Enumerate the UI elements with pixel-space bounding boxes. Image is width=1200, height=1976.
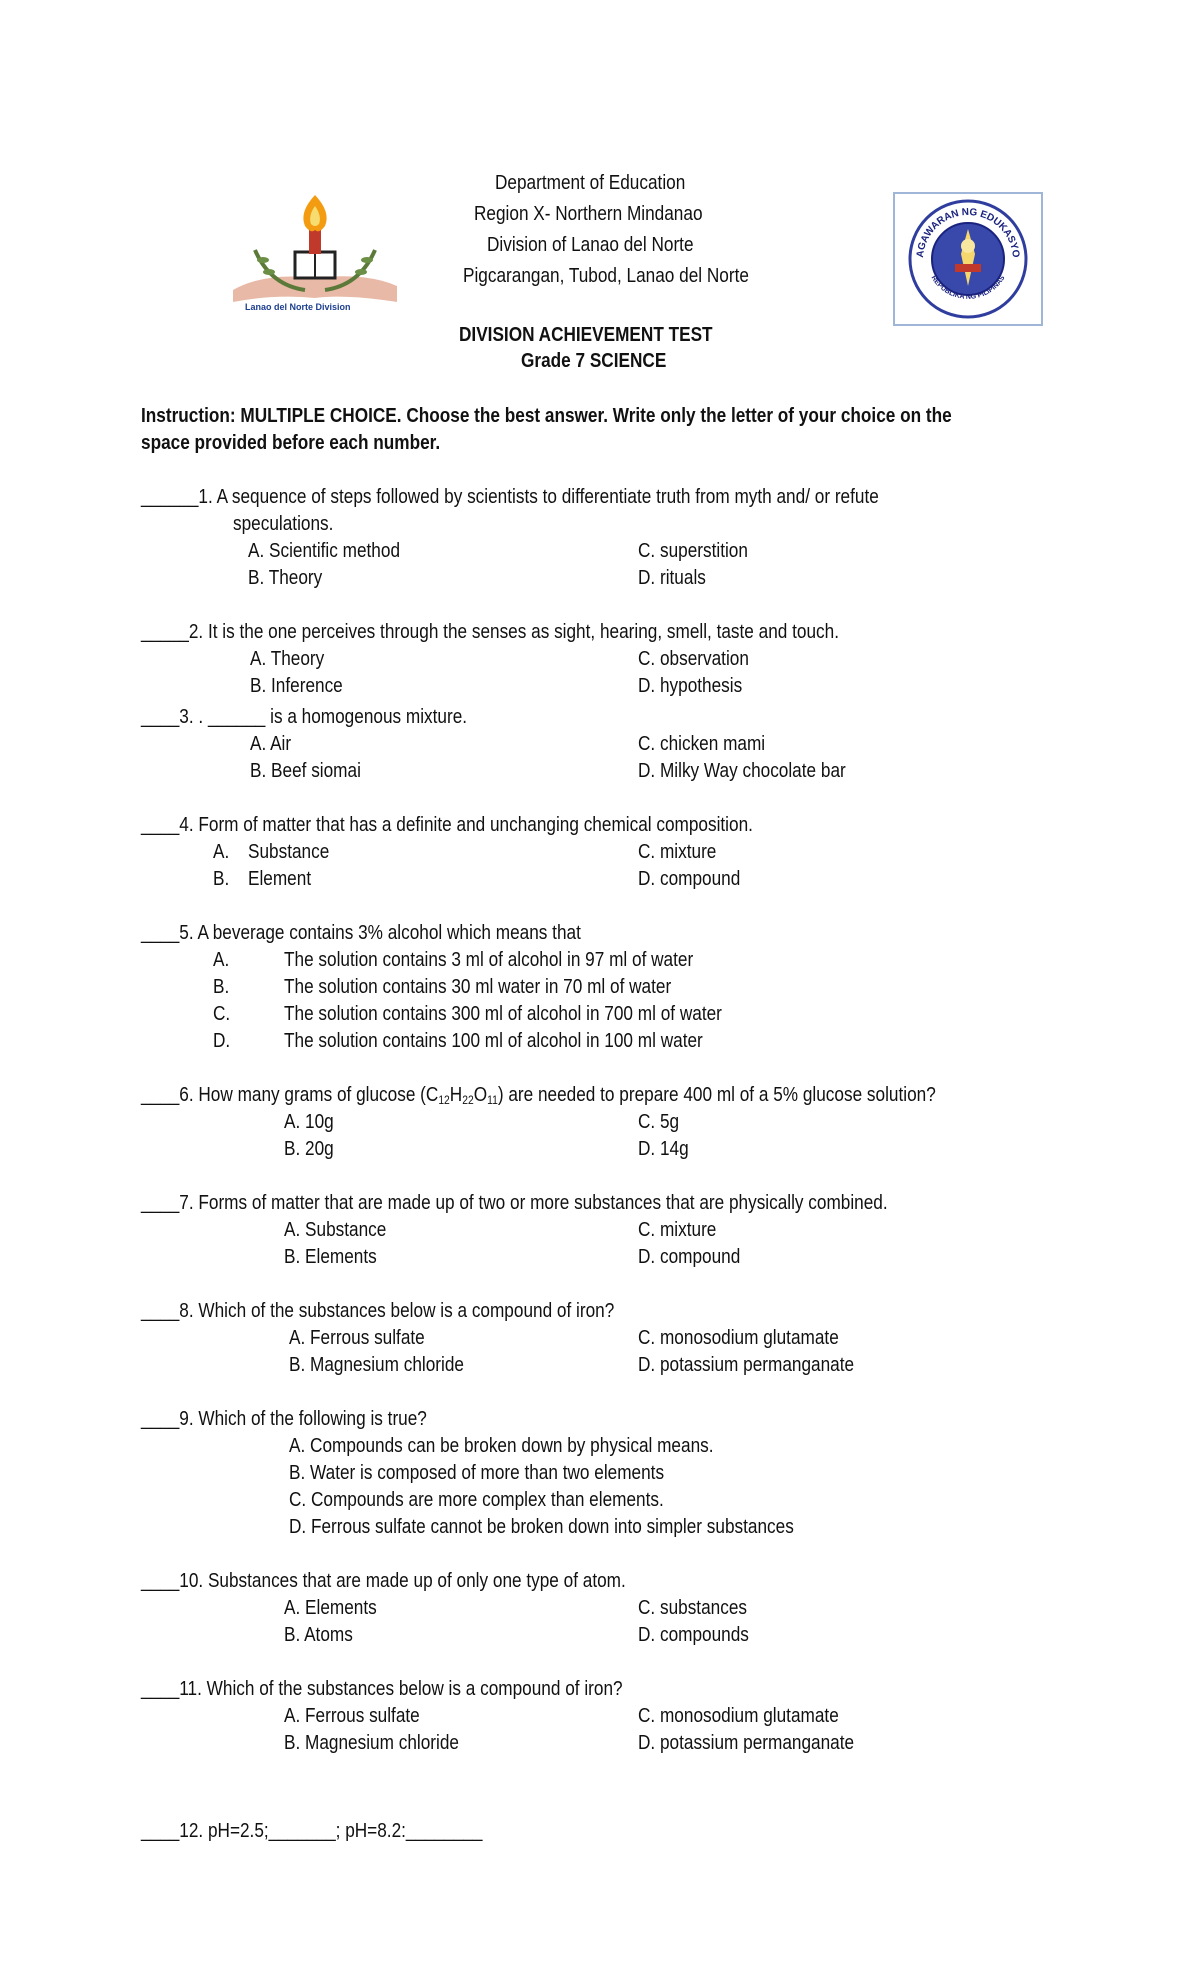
question-4-option-b-letter: B.	[213, 868, 230, 890]
carbon-subscript: 12	[438, 1093, 450, 1107]
question-9-option-c: C. Compounds are more complex than elements.	[289, 1489, 664, 1511]
question-11-option-d: D. potassium permanganate	[638, 1732, 855, 1754]
question-5-option-a: The solution contains 3 ml of alcohol in 97 ml of water	[284, 949, 694, 971]
question-5-option-c: The solution contains 300 ml of alcohol in 700 ml of water	[284, 1003, 722, 1025]
test-title: DIVISION ACHIEVEMENT TEST	[459, 324, 713, 346]
hydrogen-symbol: H	[449, 1084, 463, 1106]
question-6-option-d: D. 14g	[638, 1138, 689, 1160]
question-5-option-d-letter: D.	[213, 1030, 231, 1052]
seal-bottom-text: REPUBLIKA NG PILIPINAS	[929, 274, 1007, 301]
question-1-option-a: A. Scientific method	[248, 540, 401, 562]
question-3-stem: ____3. . ______ is a homogenous mixture.	[141, 706, 468, 728]
question-3-option-a: A. Air	[250, 733, 292, 755]
question-4-option-b: Element	[248, 868, 312, 890]
question-9-stem: ____9. Which of the following is true?	[141, 1408, 427, 1430]
question-6-stem	[141, 1082, 936, 1108]
question-6-option-b: B. 20g	[284, 1138, 334, 1160]
question-8-stem: ____8. Which of the substances below is a compound of iron?	[141, 1300, 615, 1322]
question-9-option-d: D. Ferrous sulfate cannot be broken down into simpler substances	[289, 1516, 794, 1538]
grade-subject: Grade 7 SCIENCE	[521, 350, 667, 372]
question-3-option-b: B. Beef siomai	[250, 760, 361, 782]
question-5-option-a-letter: A.	[213, 949, 230, 971]
question-10-stem: ____10. Substances that are made up of only one type of atom.	[141, 1570, 626, 1592]
question-10-option-c: C. substances	[638, 1597, 747, 1619]
question-7-option-d: D. compound	[638, 1246, 741, 1268]
question-10-option-d: D. compounds	[638, 1624, 749, 1646]
question-11-option-c: C. monosodium glutamate	[638, 1705, 839, 1727]
question-6-option-a: A. 10g	[284, 1111, 334, 1133]
header-department: Department of Education	[495, 172, 686, 194]
question-11-option-a: A. Ferrous sulfate	[284, 1705, 420, 1727]
question-5-stem: ____5. A beverage contains 3% alcohol which means that	[141, 922, 581, 944]
question-1-option-b: B. Theory	[248, 567, 323, 589]
question-7-option-a: A. Substance	[284, 1219, 387, 1241]
question-11-stem: ____11. Which of the substances below is a compound of iron?	[141, 1678, 623, 1700]
header-address: Pigcarangan, Tubod, Lanao del Norte	[463, 265, 749, 287]
question-8-option-d: D. potassium permanganate	[638, 1354, 855, 1376]
division-logo-caption: Lanao del Norte Division	[245, 302, 351, 312]
question-2-option-b: B. Inference	[250, 675, 343, 697]
question-3-option-c: C. chicken mami	[638, 733, 766, 755]
header-region: Region X- Northern Mindanao	[474, 203, 703, 225]
seal-top-text: AGAWARAN NG EDUKASYO	[914, 206, 1022, 259]
question-1-stem: ______1. A sequence of steps followed by scientists to differentiate truth from myth and/ or refute	[141, 486, 879, 508]
question-4-option-d: D. compound	[638, 868, 741, 890]
question-1-option-c: C. superstition	[638, 540, 748, 562]
question-12-stem: ____12. pH=2.5;_______; pH=8.2:________	[141, 1820, 483, 1842]
question-5-option-b: The solution contains 30 ml water in 70 ml of water	[284, 976, 672, 998]
deped-seal-text-ring	[895, 194, 1041, 324]
question-2-option-d: D. hypothesis	[638, 675, 743, 697]
question-3-option-d: D. Milky Way chocolate bar	[638, 760, 846, 782]
question-4-option-c: C. mixture	[638, 841, 717, 863]
question-11-option-b: B. Magnesium chloride	[284, 1732, 459, 1754]
question-2-option-a: A. Theory	[250, 648, 325, 670]
question-2-option-c: C. observation	[638, 648, 749, 670]
torch-book-hand-icon	[225, 190, 405, 320]
question-5-option-b-letter: B.	[213, 976, 230, 998]
hydrogen-subscript: 22	[462, 1093, 474, 1107]
question-8-option-a: A. Ferrous sulfate	[289, 1327, 425, 1349]
question-1-option-d: D. rituals	[638, 567, 706, 589]
question-6-stem-post: ) are needed to prepare 400 ml of a 5% glucose solution?	[497, 1084, 936, 1106]
question-9-option-a: A. Compounds can be broken down by physical means.	[289, 1435, 714, 1457]
question-4-option-a-letter: A.	[213, 841, 230, 863]
question-4-stem: ____4. Form of matter that has a definite and unchanging chemical composition.	[141, 814, 753, 836]
svg-text:KAGAWARAN NG EDUKASYON	[895, 194, 1021, 258]
header-division: Division of Lanao del Norte	[487, 234, 694, 256]
instruction-line-1: Instruction: MULTIPLE CHOICE. Choose the best answer. Write only the letter of your choice on the	[141, 405, 952, 427]
question-7-option-b: B. Elements	[284, 1246, 377, 1268]
oxygen-symbol: O	[473, 1084, 488, 1106]
question-1-stem-cont: speculations.	[233, 513, 334, 535]
instruction-line-2: space provided before each number.	[141, 432, 441, 454]
question-4-option-a: Substance	[248, 841, 330, 863]
question-2-stem: _____2. It is the one perceives through the senses as sight, hearing, smell, taste and touch.	[141, 621, 839, 643]
question-10-option-a: A. Elements	[284, 1597, 377, 1619]
question-5-option-c-letter: C.	[213, 1003, 231, 1025]
question-9-option-b: B. Water is composed of more than two elements	[289, 1462, 665, 1484]
question-8-option-b: B. Magnesium chloride	[289, 1354, 464, 1376]
question-8-option-c: C. monosodium glutamate	[638, 1327, 839, 1349]
svg-text:REPUBLIKA NG PILIPINAS	[930, 274, 1007, 301]
question-7-stem: ____7. Forms of matter that are made up of two or more substances that are physically combined.	[141, 1192, 888, 1214]
deped-seal	[893, 192, 1043, 326]
question-5-option-d: The solution contains 100 ml of alcohol in 100 ml water	[284, 1030, 703, 1052]
oxygen-subscript: 11	[487, 1093, 498, 1107]
question-6-stem-pre: ____6. How many grams of glucose (C	[141, 1084, 439, 1106]
question-7-option-c: C. mixture	[638, 1219, 717, 1241]
question-6-option-c: C. 5g	[638, 1111, 680, 1133]
division-logo	[225, 190, 405, 320]
question-10-option-b: B. Atoms	[284, 1624, 353, 1646]
